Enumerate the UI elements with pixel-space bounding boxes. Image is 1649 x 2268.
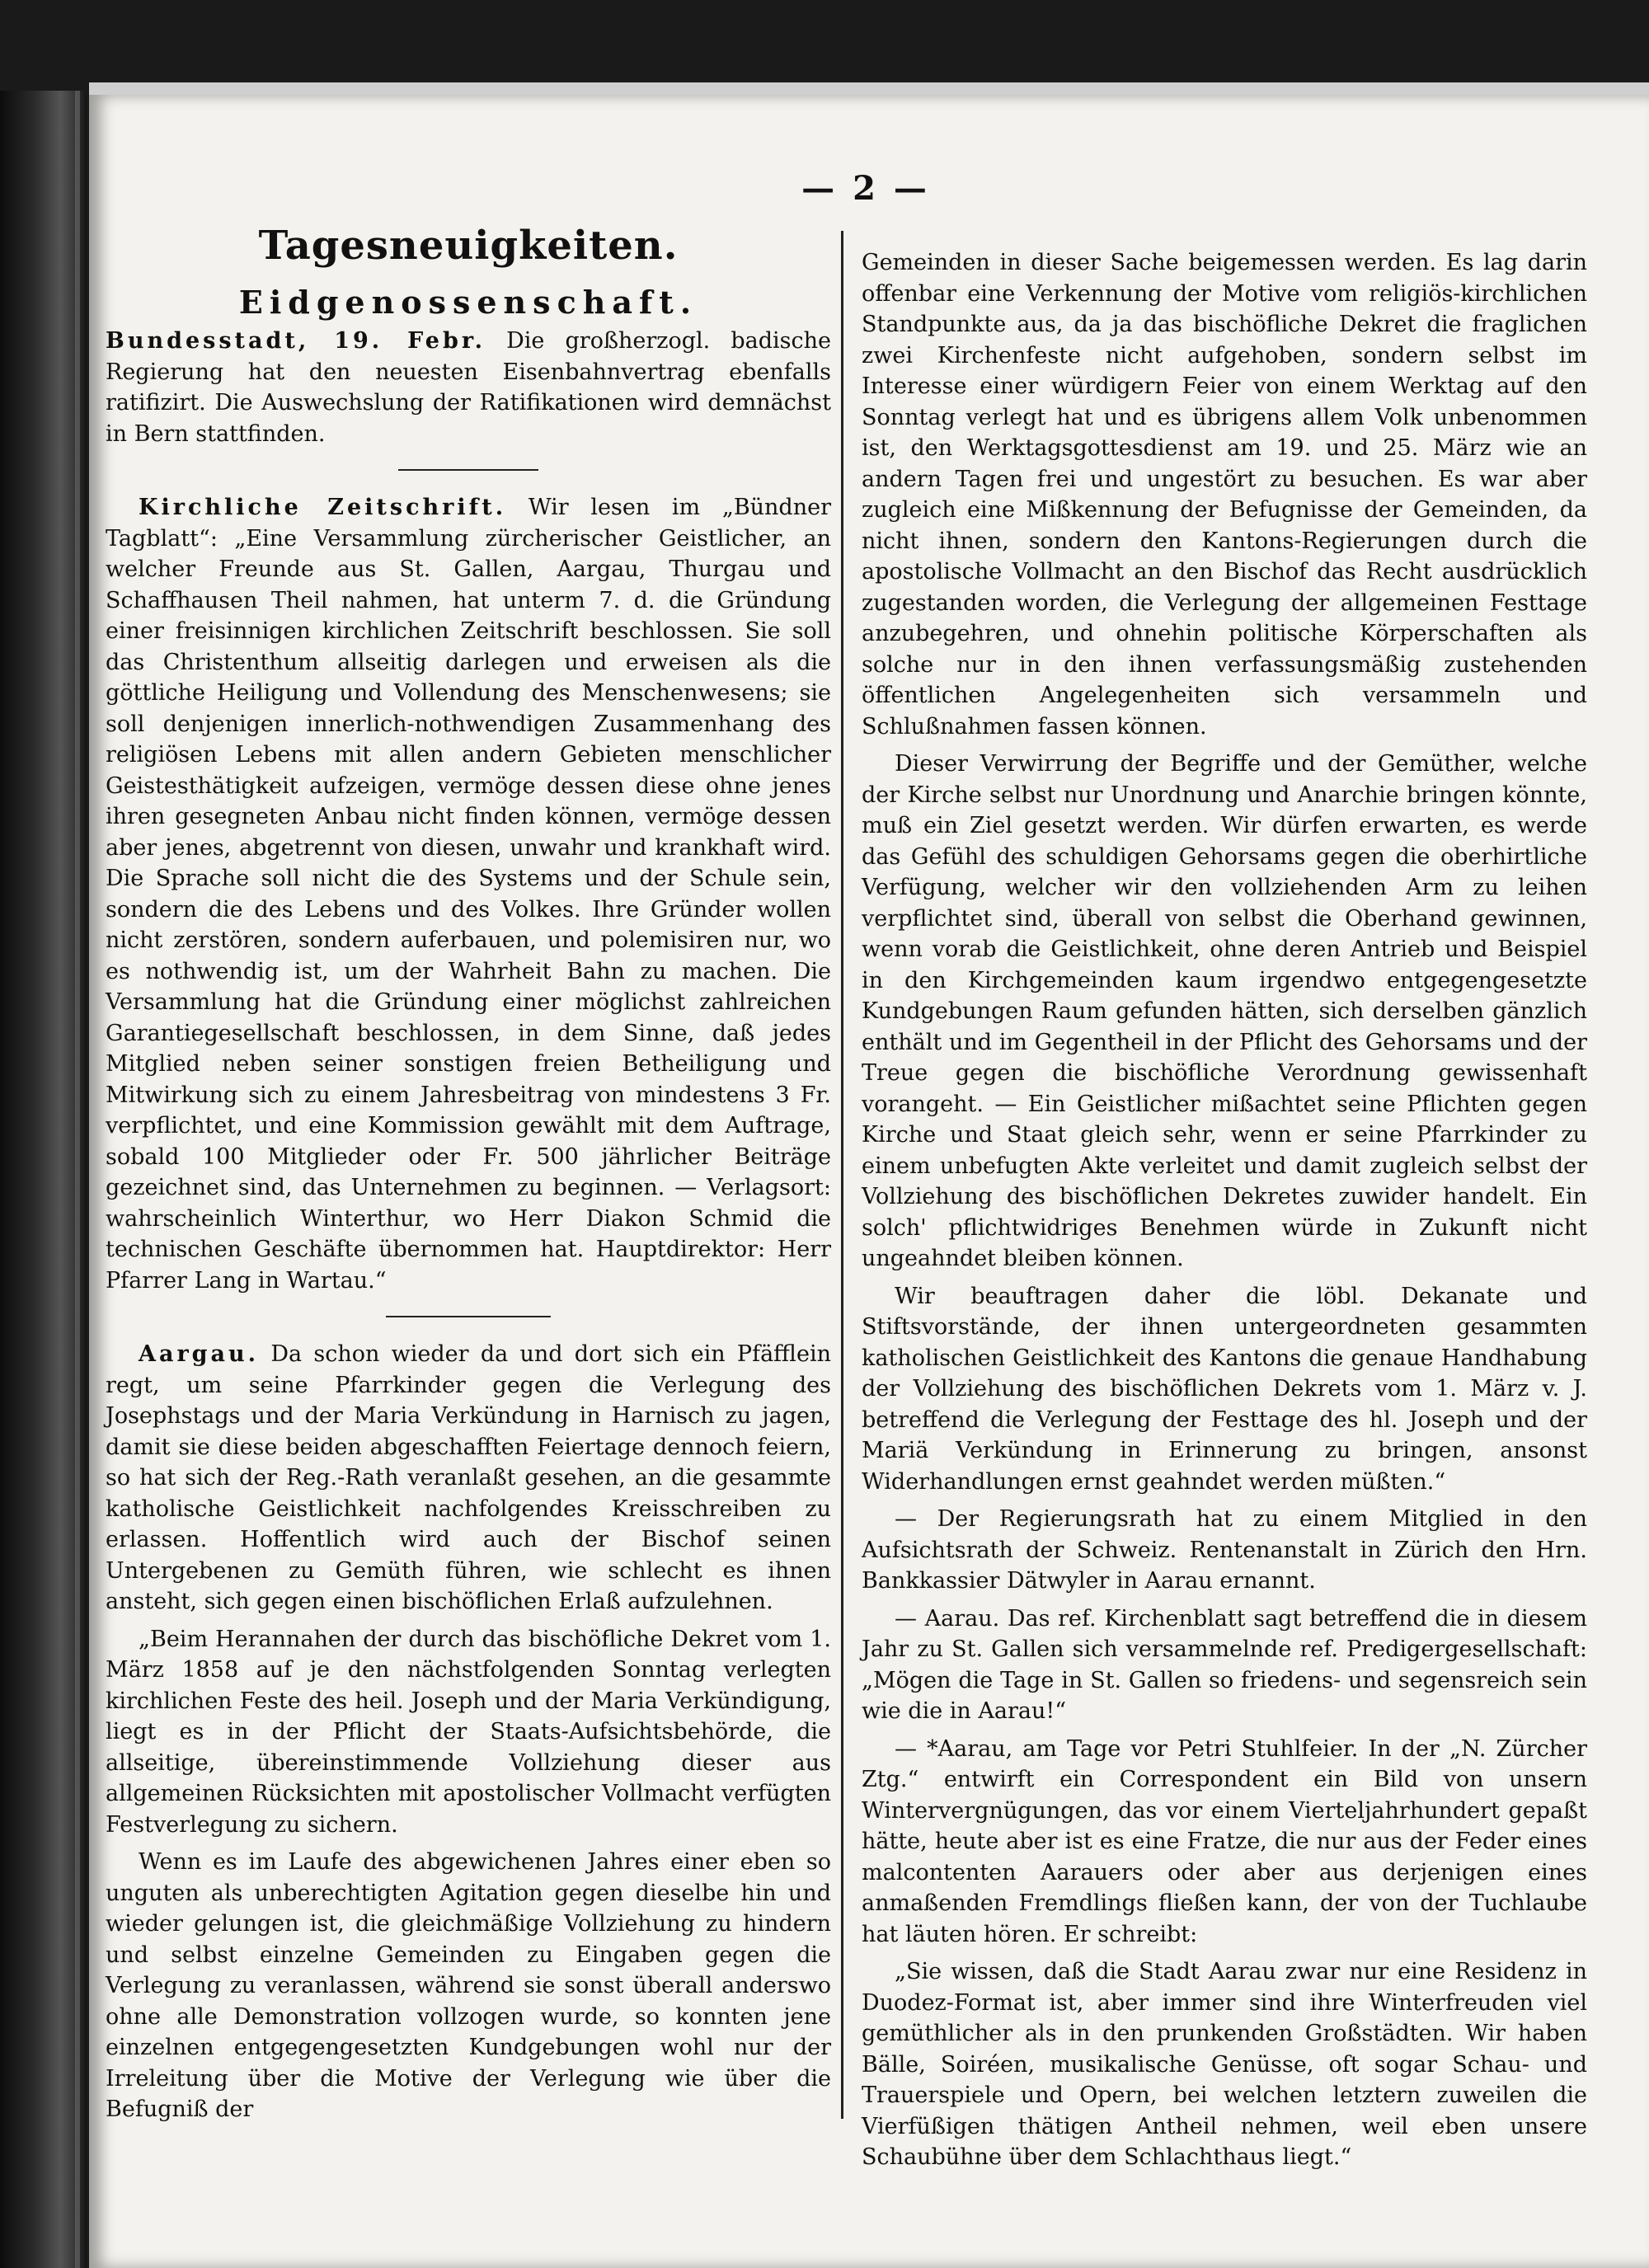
article-paragraph: Wenn es im Laufe des abgewichenen Jahres einer eben so unguten als unberechtigten Agitation gegen dieselbe hin und wieder gelungen ist, die gleichmäßige Vollziehung zu hindern und selbst einzelne Gemeinden zu Eingaben gegen die Verlegung zu veranlassen, während sie sonst überall anderswo ohne alle Demonstration vollzogen wurde, so konnten jene einzelnen entgegengesetzten Kundgebungen wohl nur der Irreleitung über die Motive der Verlegung wie über die Befugniß der [106, 1849, 831, 2122]
left-column [106, 223, 831, 2132]
separator-rule [398, 469, 538, 471]
separator-rule [386, 1316, 551, 1317]
subsection-title: Eidgenossenschaft. [238, 283, 698, 321]
article-lead: Aargau. [139, 1341, 260, 1367]
article-bundesstadt [106, 326, 831, 449]
article-lead: Kirchliche Zeitschrift. [139, 495, 507, 520]
section-title: Tagesneuigkeiten. [258, 223, 679, 269]
article-paragraph: „Beim Herannahen der durch das bischöfliche Dekret vom 1. März 1858 auf je den nächstfolgenden Sonntag verlegten kirchlichen Feste des heil. Joseph und der Maria Verkündigung, liegt es in der Pflicht der Staats-Aufsichtsbehörde, die allseitige, übereinstimmende Vollziehung dieser aus allgemeinen Rücksichten mit apostolischer Vollmacht verfügten Festverlegung zu sichern. [106, 1626, 831, 1838]
article-paragraph: — *Aarau, am Tage vor Petri Stuhlfeier. In der „N. Zürcher Ztg.“ entwirft ein Correspondent ein Bild von unsern Wintervergnügungen, das vor einem Vierteljahrhundert gepaßt hätte, heute aber ist es eine Fratze, die nur aus der Feder eines malcontenten Aarauers oder aber aus derjenigen eines anmaßenden Fremdlings fließen kann, der von der Tuchlaube hat läuten hören. Er schreibt: [862, 1735, 1587, 1947]
article-paragraph: Dieser Verwirrung der Begriffe und der Gemüther, welche der Kirche selbst nur Unordnung und Anarchie bringen könnte, muß ein Ziel gesetzt werden. Wir dürfen erwarten, es werde das Gefühl des schuldigen Gehorsams gegen die oberhirtliche Verfügung, welcher wir den vollziehenden Arm zu leihen verpflichtet sind, überall von selbst die Oberhand gewinnen, wenn vorab die Geistlichkeit, ohne deren Antrieb und Beispiel in den Kirchgemeinden kaum irgendwo entgegengesetzte Kundgebungen Raum gefunden hätten, sich derselben gänzlich enthält und im Gegentheil in der Pflicht des Gehorsams und der Treue gegen die bischöfliche Verordnung gewissenhaft vorangeht. — Ein Geistlicher mißachtet seine Pflichten gegen Kirche und Staat gleich sehr, wenn er seine Pfarrkinder zu einem unbefugten Akte verleitet und damit zugleich selbst der Vollziehung des bischöflichen Dekretes zuwider handelt. Ein solch' pflichtwidriges Benehmen würde in Zukunft nicht ungeahndet bleiben können. [862, 751, 1587, 1271]
article-text: Die großherzogl. badische Regierung hat den neuesten Eisenbahnvertrag ebenfalls ratifizirt. Die Auswechslung der Ratifikationen wird demnächst in Bern stattfinden. [106, 328, 831, 447]
page-number: — 2 — [801, 169, 930, 208]
book-binding [0, 91, 87, 2268]
right-column [862, 247, 1587, 2180]
column-divider [841, 231, 843, 2119]
article-paragraph: „Sie wissen, daß die Stadt Aarau zwar nur eine Residenz in Duodez-Format ist, aber immer sind ihre Winterfreuden viel gemüthlicher als in den prunkenden Großstädten. Wir haben Bälle, Soiréen, musikalische Genüsse, oft sogar Schau- und Trauerspiele und Opern, bei welchen letztern zuweilen die Vierfüßigen thätigen Antheil nehmen, weil eben unsere Schaubühne über dem Schlachthaus liegt.“ [862, 1959, 1587, 2170]
article-paragraph: — Der Regierungsrath hat zu einem Mitglied in den Aufsichtsrath der Schweiz. Rentenanstalt in Zürich den Hrn. Bankkassier Dätwyler in Aarau ernannt. [862, 1506, 1587, 1594]
article-paragraph: Gemeinden in dieser Sache beigemessen werden. Es lag darin offenbar eine Verkennung der Motive vom religiös-kirchlichen Standpunkte aus, da ja das bischöfliche Dekret die fraglichen zwei Kirchenfeste nicht aufgehoben, sondern selbst im Interesse einer würdigern Feier von einem Werktag auf den Sonntag verlegt hat und es übrigens allem Volk unbenommen ist, den Werktagsgottesdienst am 19. und 25. März wie an andern Tagen frei und ungestört zu besuchen. Es war aber zugleich eine Mißkennung der Befugnisse der Gemeinden, da nicht ihnen, sondern den Kantons-Regierungen durch die apostolische Vollmacht an den Bischof das Recht ausdrücklich zugestanden worden, die Verlegung der allgemeinen Festtage anzubegehren, und ohnehin politische Körperschaften als solche nur in den ihnen verfassungsmäßig zustehenden öffentlichen Angelegenheiten sich versammeln und Schlußnahmen fassen können. [862, 250, 1587, 740]
article-text: Wir lesen im „Bündner Tagblatt“: „Eine Versammlung zürcherischer Geistlicher, an welcher Freunde aus St. Gallen, Aargau, Thurgau und Schaffhausen Theil nahmen, hat unterm 7. d. die Gründung einer freisinnigen kirchlichen Zeitschrift beschlossen. Sie soll das Christenthum allseitig darlegen und erweisen als die göttliche Heiligung und Vollendung des Menschenwesens; sie soll denjenigen innerlich-nothwendigen Zusammenhang des religiösen Lebens mit allen andern Gebieten menschlicher Geistesthätigkeit aufzeigen, vermöge dessen diese ohne jenes ihren gesegneten Anbau nicht finden können, vermöge dessen aber jenes, abgetrennt von diesen, unwahr und krankhaft wird. Die Sprache soll nicht die des Systems und der Schule sein, sondern die des Lebens und des Volkes. Ihre Gründer wollen nicht zerstören, sondern auferbauen, und polemisiren nur, wo es nothwendig ist, um der Wahrheit Bahn zu machen. Die Versammlung hat die Gründung einer möglichst zahlreichen Garantiegesellschaft beschlossen, in dem Sinne, daß jedes Mitglied neben seiner sonstigen freien Betheiligung und Mitwirkung sich zu einem Jahresbeitrag von mindestens 3 Fr. verpflichtet, und eine Kommission gewählt mit dem Auftrage, sobald 100 Mitglieder oder Fr. 500 jährlicher Beiträge gezeichnet sind, das Unternehmen zu beginnen. — Verlagsort: wahrscheinlich Winterthur, wo Herr Diakon Schmid die technischen Geschäfte übernommen hat. Hauptdirektor: Herr Pfarrer Lang in Wartau.“ [106, 495, 831, 1294]
article-text: Da schon wieder da und dort sich ein Pfäfflein regt, um seine Pfarrkinder gegen die Verlegung des Josephstags und der Maria Verkündung in Harnisch zu jagen, damit sie diese beiden abgeschafften Feiertage dennoch feiern, so hat sich der Reg.-Rath veranlaßt gesehen, an die gesammte katholische Geistlichkeit nachfolgendes Kreisschreiben zu erlassen. Hoffentlich wird auch der Bischof seinen Untergebenen zu Gemüth führen, wie schlecht es ihnen ansteht, sich gegen einen bischöflichen Erlaß aufzulehnen. [106, 1341, 831, 1614]
article-aargau [106, 1339, 831, 1618]
article-paragraph: — Aarau. Das ref. Kirchenblatt sagt betreffend die in diesem Jahr zu St. Gallen sich versammelnde ref. Predigergesellschaft: „Mögen die Tage in St. Gallen so friedens- und segensreich sein wie die in Aarau!“ [862, 1605, 1587, 1724]
article-kirchliche-zeitschrift [106, 492, 831, 1296]
article-paragraph: Wir beauftragen daher die löbl. Dekanate und Stiftsvorstände, der ihnen untergeordneten gesammten katholischen Geistlichkeit des Kantons die genaue Handhabung der Vollziehung des bischöflichen Dekrets vom 1. März v. J. betreffend die Verlegung der Festtage des hl. Joseph und der Mariä Verkündung in Erinnerung zu bringen, ansonst Widerhandlungen ernst geahndet werden müßten.“ [862, 1283, 1587, 1495]
article-lead: Bundesstadt, 19. Febr. [106, 328, 486, 354]
